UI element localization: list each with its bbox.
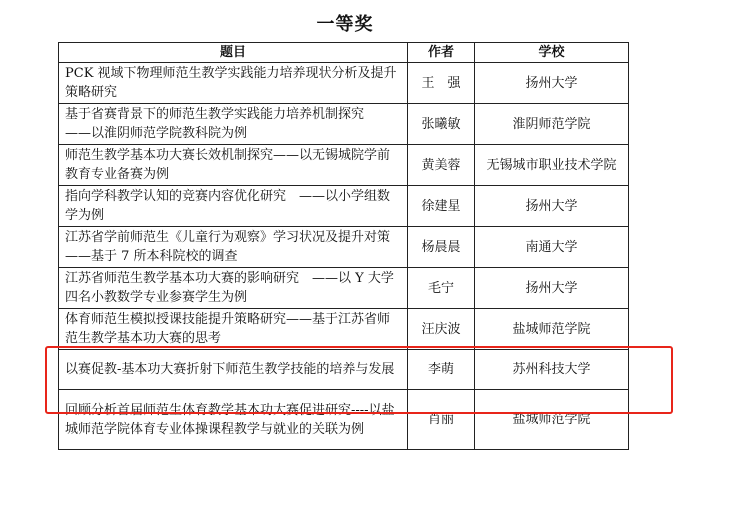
column-header-school: 学校	[475, 43, 629, 63]
row-title-cell: 回顾分析首届师范生体育教学基本功大赛促进研究----以盐城师范学院体育专业体操课程教学与就业的关联为例	[59, 390, 408, 450]
table-row	[59, 227, 629, 268]
row-title-cell: 以赛促教-基本功大赛折射下师范生教学技能的培养与发展	[59, 350, 408, 390]
row-title-cell: 师范生教学基本功大赛长效机制探究——以无锡城院学前教育专业备赛为例	[59, 145, 408, 186]
row-school-cell: 苏州科技大学	[475, 350, 629, 390]
row-author-cell: 汪庆波	[408, 309, 475, 350]
page-title: 一等奖	[316, 14, 374, 35]
row-school-cell: 淮阴师范学院	[475, 104, 629, 145]
row-author-cell: 徐建星	[408, 186, 475, 227]
table-row	[59, 268, 629, 309]
row-title-cell: 体育师范生模拟授课技能提升策略研究——基于江苏省师范生教学基本功大赛的思考	[59, 309, 408, 350]
row-school-cell: 盐城师范学院	[475, 309, 629, 350]
column-header-author: 作者	[408, 43, 475, 63]
row-author-cell: 黄美蓉	[408, 145, 475, 186]
row-author-cell: 王 强	[408, 63, 475, 104]
row-title-cell: 江苏省学前师范生《儿童行为观察》学习状况及提升对策——基于 7 所本科院校的调查	[59, 227, 408, 268]
row-author-cell: 肖丽	[408, 390, 475, 450]
row-title-cell: PCK 视域下物理师范生教学实践能力培养现状分析及提升策略研究	[59, 63, 408, 104]
row-title-cell: 基于省赛背景下的师范生教学实践能力培养机制探究 ——以淮阴师范学院教科院为例	[59, 104, 408, 145]
table-row	[59, 186, 629, 227]
row-school-cell: 扬州大学	[475, 63, 629, 104]
row-school-cell: 扬州大学	[475, 268, 629, 309]
row-school-cell: 南通大学	[475, 227, 629, 268]
table-row	[59, 145, 629, 186]
row-title-cell: 指向学科教学认知的竞赛内容优化研究 ——以小学组数学为例	[59, 186, 408, 227]
row-author-cell: 毛宁	[408, 268, 475, 309]
row-school-cell: 盐城师范学院	[475, 390, 629, 450]
table-row	[59, 104, 629, 145]
highlight-annotation-box	[45, 346, 673, 414]
row-school-cell: 无锡城市职业技术学院	[475, 145, 629, 186]
row-title-cell: 江苏省师范生教学基本功大赛的影响研究 ——以 Y 大学四名小教数学专业参赛学生为例	[59, 268, 408, 309]
table-row	[59, 309, 629, 350]
table-row	[59, 63, 629, 104]
table-header-row	[59, 43, 629, 63]
row-school-cell: 扬州大学	[475, 186, 629, 227]
row-author-cell: 张曦敏	[408, 104, 475, 145]
column-header-title: 题目	[59, 43, 408, 63]
row-author-cell: 李萌	[408, 350, 475, 390]
row-author-cell: 杨晨晨	[408, 227, 475, 268]
